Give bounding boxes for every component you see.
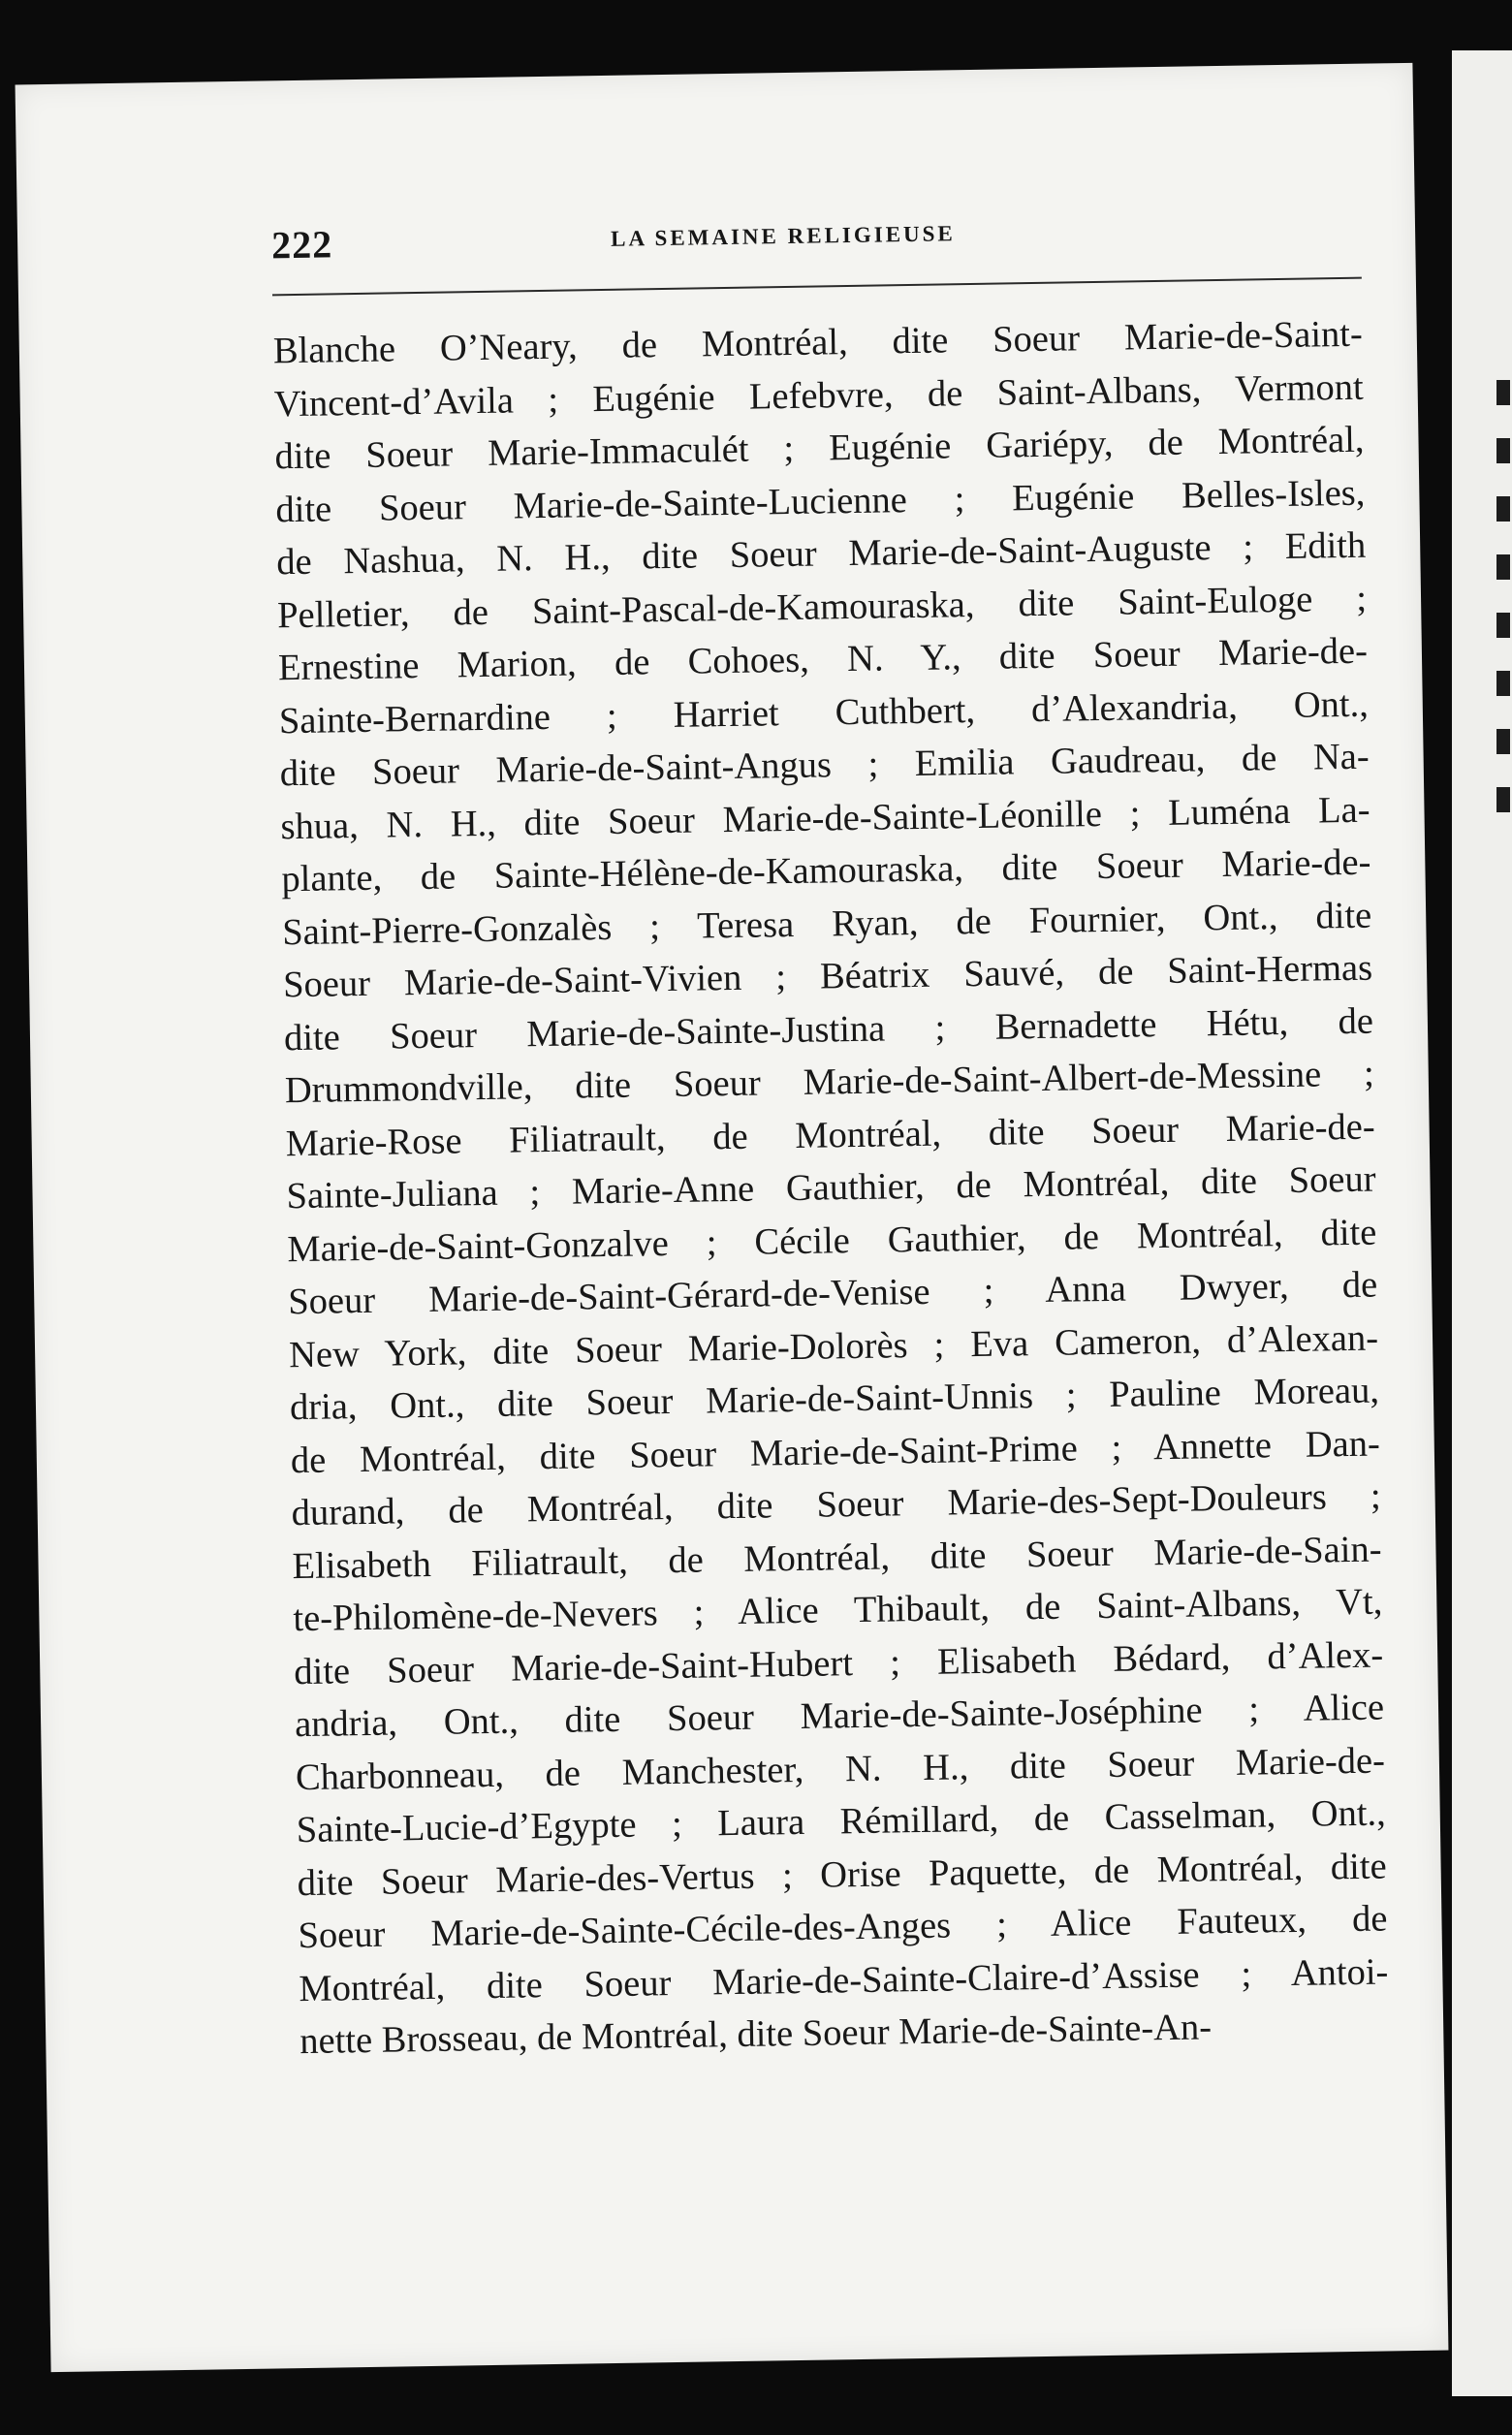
text-line: New York, dite Soeur Marie-Dolorès ; Eva Cameron, d’Alexan- [288,1317,1379,1376]
text-line: Soeur Marie-de-Saint-Vivien ; Béatrix Sauvé, de Saint-Hermas [282,947,1373,1006]
text-line: de Nashua, N. H., dite Soeur Marie-de-Saint-Auguste ; Edith [275,524,1367,584]
body-paragraph [272,308,1389,2069]
page-number: 222 [270,222,333,268]
text-line: Marie-de-Saint-Gonzalve ; Cécile Gauthier, de Montréal, dite [287,1212,1377,1270]
facing-page-letter [1496,613,1510,638]
text-line: dite Soeur Marie-de-Sainte-Justina ; Bernadette Hétu, de [283,1000,1374,1059]
text-line: dite Soeur Marie-de-Saint-Hubert ; Elisabeth Bédard, d’Alex- [293,1634,1384,1692]
facing-page-letter [1496,438,1510,463]
facing-page-letter [1496,554,1510,580]
facing-page-letter [1496,729,1510,754]
text-line: dite Soeur Marie-de-Sainte-Lucienne ; Eugénie Belles-Isles, [275,472,1366,530]
text-line: dria, Ont., dite Soeur Marie-de-Saint-Unnis ; Pauline Moreau, [289,1370,1380,1429]
text-line: Sainte-Lucie-d’Egypte ; Laura Rémillard, de Casselman, Ont., [296,1792,1387,1851]
text-line: Sainte-Bernardine ; Harriet Cuthbert, d’Alexandria, Ont., [278,683,1370,742]
facing-page-letter [1496,380,1510,405]
text-line: Pelletier, de Saint-Pascal-de-Kamouraska, dite Saint-Euloge ; [276,578,1368,636]
text-line: dite Soeur Marie-de-Saint-Angus ; Emilia Gaudreau, de Na- [279,736,1370,795]
facing-page-letter [1496,496,1510,522]
text-line: durand, de Montréal, dite Soeur Marie-des-Sept-Douleurs ; [291,1475,1381,1534]
text-line: Montréal, dite Soeur Marie-de-Sainte-Claire-d’Assise ; Antoi- [299,1950,1389,2009]
facing-page-letter [1496,787,1510,812]
text-line: Sainte-Juliana ; Marie-Anne Gauthier, de Montréal, dite Soeur [286,1158,1376,1218]
text-line: dite Soeur Marie-Immaculét ; Eugénie Gariépy, de Montréal, [274,419,1365,478]
book-page [16,63,1449,2372]
text-line: te-Philomène-de-Nevers ; Alice Thibault, de Saint-Albans, Vt, [293,1581,1383,1640]
text-line: Blanche O’Neary, de Montréal, dite Soeur Marie-de-Saint- [272,313,1364,372]
text-line: Drummondville, dite Soeur Marie-de-Saint-Albert-de-Messine ; [284,1053,1375,1112]
text-line: Vincent-d’Avila ; Eugénie Lefebvre, de Saint-Albans, Vermont [273,366,1364,425]
facing-page-letter [1496,671,1510,696]
page-header [271,206,1362,291]
running-title: LA SEMAINE RELIGIEUSE [610,221,956,251]
text-line: Marie-Rose Filiatrault, de Montréal, dite Soeur Marie-de- [285,1106,1375,1164]
text-line: Charbonneau, de Manchester, N. H., dite Soeur Marie-de- [295,1739,1386,1798]
text-line: de Montréal, dite Soeur Marie-de-Saint-Prime ; Annette Dan- [290,1423,1381,1481]
text-line: Elisabeth Filiatrault, de Montréal, dite Soeur Marie-de-Sain- [292,1529,1382,1587]
text-line: dite Soeur Marie-des-Vertus ; Orise Paquette, de Montréal, dite [297,1845,1387,1904]
text-line: shua, N. H., dite Soeur Marie-de-Sainte-Léonille ; Luména La- [280,789,1370,847]
text-line: plante, de Sainte-Hélène-de-Kamouraska, dite Soeur Marie-de- [281,841,1371,901]
text-line: nette Brosseau, de Montréal, dite Soeur Marie-de-Sainte-An- [299,2007,1213,2063]
text-line: Soeur Marie-de-Sainte-Cécile-des-Anges ; Alice Fauteux, de [298,1898,1388,1957]
text-line: Ernestine Marion, de Cohoes, N. Y., dite Soeur Marie-de- [277,630,1369,689]
text-line: andria, Ont., dite Soeur Marie-de-Sainte-Joséphine ; Alice [294,1687,1385,1746]
facing-page-edge [1452,50,1512,2396]
text-line: Soeur Marie-de-Saint-Gérard-de-Venise ; Anna Dwyer, de [287,1264,1378,1323]
text-line: Saint-Pierre-Gonzalès ; Teresa Ryan, de Fournier, Ont., dite [281,895,1372,953]
